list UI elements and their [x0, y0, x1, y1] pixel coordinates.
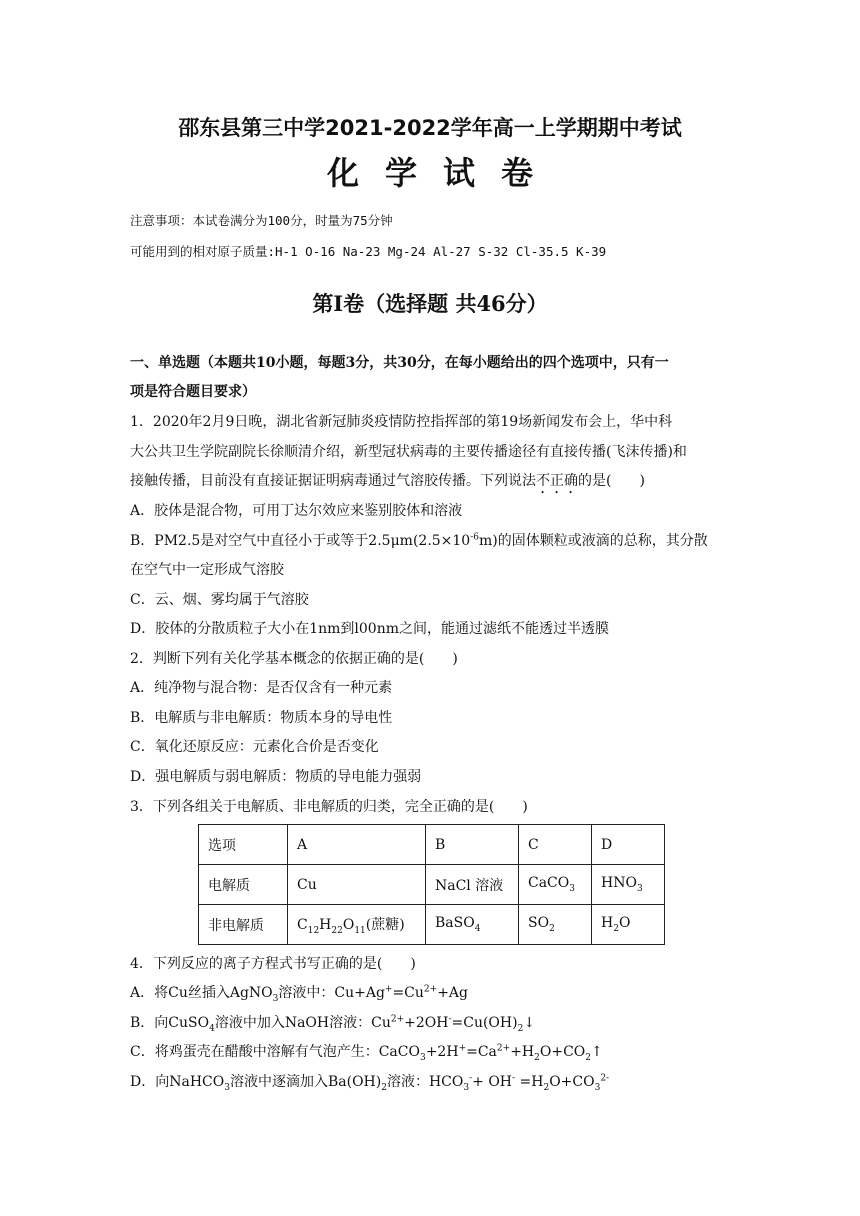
table-cell: D [592, 825, 665, 865]
table-cell: $C_{12}H_{22}O_{11}$(蔗糖) [288, 905, 426, 945]
q1-stem-line1: 1．2020年2月9日晚，湖北省新冠肺炎疫情防控指挥部的第19场新闻发布会上，华中科 [130, 414, 673, 430]
section-title: 第Ⅰ卷（选择题 共46分） [312, 291, 548, 316]
table-cell: BaSO$_4$ [426, 905, 519, 945]
table-cell: CaCO$_3$ [519, 865, 592, 905]
emphasis-text: 不正确 [536, 473, 578, 489]
part-heading-line2: 项是符合题目要求） [130, 384, 256, 400]
table-cell: B [426, 825, 519, 865]
q4-option-b: B．向CuSO$_4$溶液中加入NaOH溶液：$Cu^{2+}+2OH^-=Cu(OH)_2↓$ [130, 1014, 536, 1034]
table-row [199, 905, 665, 945]
q3-stem: 3．下列各组关于电解质、非电解质的归类，完全正确的是( ) [130, 799, 528, 815]
part-heading-line1: 一、单选题（本题共10小题，每题3分，共30分，在每小题给出的四个选项中，只有一 [130, 355, 669, 371]
q2-option-c: C．氧化还原反应：元素化合价是否变化 [130, 739, 379, 755]
table-row [199, 865, 665, 905]
table-cell: $HNO_3$ [592, 865, 665, 905]
q1-option-d: D．胶体的分散质粒子大小在1nm到l00nm之间，能通过滤纸不能透过半透膜 [130, 621, 610, 637]
q1-stem-line2: 大公共卫生学院副院长徐顺清介绍，新型冠状病毒的主要传播途径有直接传播(飞沫传播)和 [130, 444, 687, 460]
q2-option-b: B．电解质与非电解质：物质本身的导电性 [130, 710, 393, 726]
q2-option-d: D．强电解质与弱电解质：物质的导电能力强弱 [130, 769, 422, 785]
q1-stem-line3: 接触传播，目前没有直接证据证明病毒通过气溶胶传播。下列说法不正确的是( ) [130, 473, 645, 489]
q2-stem: 2．判断下列有关化学基本概念的依据正确的是( ) [130, 651, 458, 667]
table-cell: $H_2O$ [592, 905, 665, 945]
table-cell: 非电解质 [199, 905, 288, 945]
table-cell: $SO_2$ [519, 905, 592, 945]
atomic-mass-note: 可能用到的相对原子质量:H-1 O-16 Na-23 Mg-24 Al-27 S-32 Cl-35.5 K-39 [130, 244, 607, 259]
subject-title: 化学试卷 [326, 154, 559, 192]
table-cell: 选项 [199, 825, 288, 865]
table-row [199, 825, 665, 865]
q4-stem: 4．下列反应的离子方程式书写正确的是( ) [130, 956, 416, 972]
table-cell: NaCl 溶液 [426, 865, 519, 905]
q1-option-b-line2: 在空气中一定形成气溶胶 [130, 562, 284, 578]
school-title: 邵东县第三中学2021-2022学年高一上学期期中考试 [178, 116, 682, 140]
table-cell: A [288, 825, 426, 865]
table-cell: Cu [288, 865, 426, 905]
q2-option-a: A．纯净物与混合物：是否仅含有一种元素 [130, 680, 393, 696]
exam-notice: 注意事项：本试卷满分为100分，时量为75分钟 [130, 213, 393, 228]
table-cell: C [519, 825, 592, 865]
q4-option-a: A．将Cu丝插入AgNO$_3$溶液中：$Cu+Ag^+=Cu^{2+}+Ag$ [130, 984, 469, 1004]
q1-option-c: C．云、烟、雾均属于气溶胶 [130, 592, 309, 608]
classification-table [198, 824, 665, 945]
q1-option-a: A．胶体是混合物，可用丁达尔效应来鉴别胶体和溶液 [130, 503, 463, 519]
q4-option-c: C．将鸡蛋壳在醋酸中溶解有气泡产生：$CaCO_3+2H^+=Ca^{2+}+H_2O+CO_2↑$ [130, 1043, 603, 1063]
table-cell: 电解质 [199, 865, 288, 905]
q4-option-d: D．向NaHCO$_3$溶液中逐滴加入$Ba(OH)_2$溶液：$HCO_3^-+ OH^- =H_2O+CO_3^{2-}$ [130, 1073, 610, 1093]
q1-option-b-line1: B．PM2.5是对空气中直径小于或等于$2.5\mu m(2.5\times 10^{-6}m)$的固体颗粒或液滴的总称，其分散 [130, 532, 708, 549]
